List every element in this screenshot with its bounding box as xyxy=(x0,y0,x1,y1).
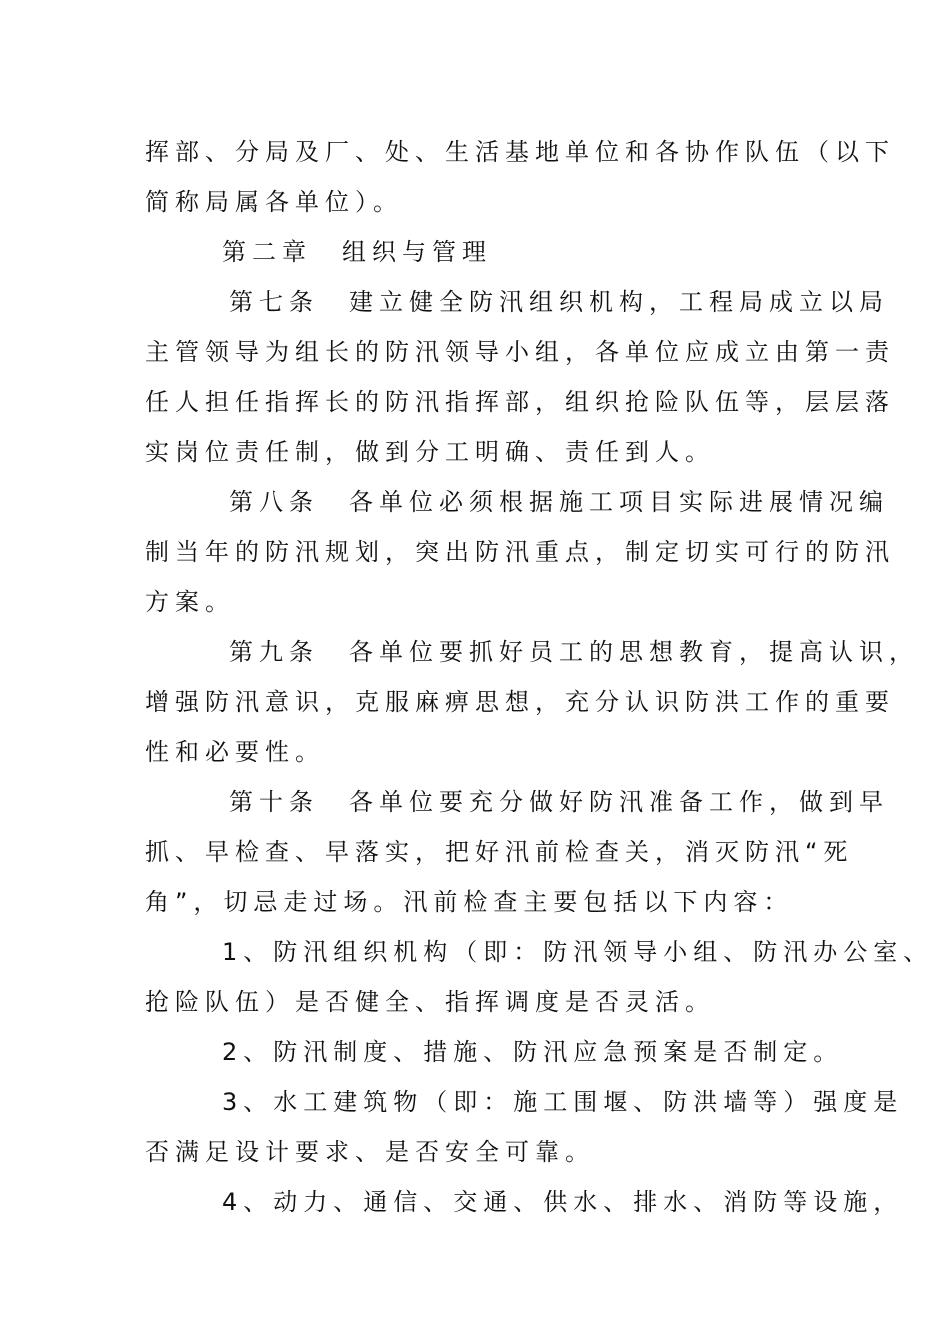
list-item-text: 4、动力、通信、交通、供水、排水、消防等设施， xyxy=(222,1188,904,1216)
text-line: 第九条 各单位要抓好员工的思想教育，提高认识， xyxy=(229,638,919,666)
text-line: 第八条 各单位必须根据施工项目实际进展情况编 xyxy=(229,488,889,516)
text-line: 第十条 各单位要充分做好防汛准备工作，做到早 xyxy=(229,788,889,816)
text-line: 简称局属各单位）。 xyxy=(145,188,403,216)
text-line: 方案。 xyxy=(145,588,235,616)
text-line: 增强防汛意识，克服麻痹思想，充分认识防洪工作的重要 xyxy=(145,688,895,716)
text-line: 任人担任指挥长的防汛指挥部，组织抢险队伍等，层层落 xyxy=(145,388,895,416)
list-item-text: 1、防汛组织机构（即：防汛领导小组、防汛办公室、 xyxy=(222,938,934,966)
list-item-text: 否满足设计要求、是否安全可靠。 xyxy=(145,1138,595,1166)
text-line: 实岗位责任制，做到分工明确、责任到人。 xyxy=(145,438,715,466)
text-line: 角”，切忌走过场。汛前检查主要包括以下内容： xyxy=(145,888,794,916)
list-item-text: 2、防汛制度、措施、防汛应急预案是否制定。 xyxy=(222,1038,844,1066)
text-line: 第七条 建立健全防汛组织机构，工程局成立以局 xyxy=(229,288,889,316)
list-item-text: 3、水工建筑物（即：施工围堰、防洪墙等）强度是 xyxy=(222,1088,904,1116)
text-line: 抓、早检查、早落实，把好汛前检查关，消灭防汛“死 xyxy=(145,838,854,866)
list-item-text: 抢险队伍）是否健全、指挥调度是否灵活。 xyxy=(145,988,715,1016)
text-line: 主管领导为组长的防汛领导小组，各单位应成立由第一责 xyxy=(145,338,895,366)
text-line: 性和必要性。 xyxy=(145,738,325,766)
text-line: 挥部、分局及厂、处、生活基地单位和各协作队伍（以下 xyxy=(145,138,895,166)
text-line: 制当年的防汛规划，突出防汛重点，制定切实可行的防汛 xyxy=(145,538,895,566)
chapter-heading: 第二章 组织与管理 xyxy=(222,238,492,266)
